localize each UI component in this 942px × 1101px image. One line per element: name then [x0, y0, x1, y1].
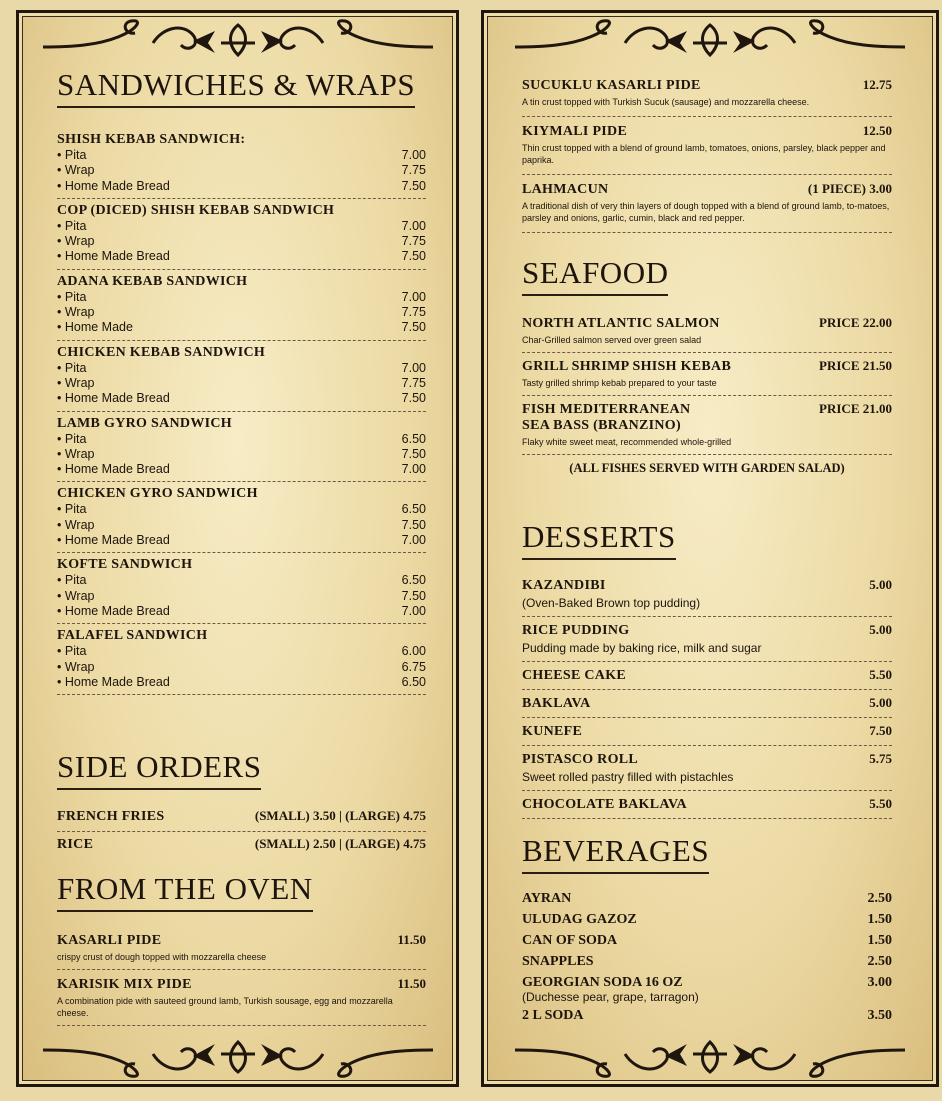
option-row	[57, 249, 426, 264]
item-name: RICE PUDDING	[522, 623, 630, 638]
option-price: 7.50	[401, 517, 426, 532]
option-price: 7.50	[401, 391, 426, 406]
menu-item	[57, 482, 426, 553]
option-label: • Wrap	[57, 234, 95, 249]
option-price: 7.75	[401, 234, 426, 249]
menu-item	[522, 662, 892, 690]
option-label: • Wrap	[57, 305, 95, 320]
option-price: 6.50	[401, 573, 426, 588]
item-name: ULUDAG GAZOZ	[522, 912, 637, 927]
menu-item	[522, 117, 892, 175]
item-price: 3.00	[867, 975, 892, 990]
item-header	[522, 751, 892, 768]
item-name: SHISH KEBAB SANDWICH:	[57, 132, 246, 147]
item-header	[57, 836, 426, 853]
item-header	[522, 315, 892, 332]
item-header	[522, 695, 892, 712]
option-label: • Pita	[57, 644, 86, 659]
item-description: Pudding made by baking rice, milk and sugar	[522, 641, 762, 655]
option-row	[57, 179, 426, 194]
menu-item	[522, 718, 892, 746]
option-label: • Home Made Bread	[57, 675, 170, 690]
item-price: 5.50	[869, 667, 892, 682]
menu-item	[522, 791, 892, 819]
section-title-desserts: DESSERTS	[522, 521, 676, 560]
item-price: (SMALL) 2.50 | (LARGE) 4.75	[254, 836, 426, 851]
item-price: (SMALL) 3.50 | (LARGE) 4.75	[254, 808, 426, 823]
item-price: 5.00	[869, 622, 892, 637]
item-name: GRILL SHRIMP SHISH KEBAB	[522, 359, 732, 374]
item-header	[57, 203, 426, 219]
menu-item	[522, 71, 892, 117]
item-name: FISH MEDITERRANEAN	[522, 402, 691, 417]
item-header	[57, 557, 426, 573]
item-description: A tin crust topped with Turkish Sucuk (sausage) and mozzarella cheese.	[522, 97, 810, 107]
item-price: 5.00	[869, 695, 892, 710]
seafood-note: (ALL FISHES SERVED WITH GARDEN SALAD)	[569, 461, 845, 475]
item-name: AYRAN	[522, 891, 572, 906]
beverage-row	[522, 930, 892, 951]
option-price: 7.50	[401, 178, 426, 193]
beverage-item	[522, 972, 892, 1005]
option-row	[57, 163, 426, 178]
item-header	[522, 577, 892, 594]
option-row	[57, 660, 426, 675]
item-price: PRICE 21.50	[819, 358, 892, 373]
option-label: • Wrap	[57, 660, 95, 675]
item-name: CHICKEN GYRO SANDWICH	[57, 486, 258, 502]
option-price: 7.00	[401, 360, 426, 375]
beverage-item	[522, 951, 892, 972]
option-row	[57, 675, 426, 690]
beverage-item	[522, 909, 892, 930]
item-name: KOFTE SANDWICH	[57, 557, 193, 573]
beverage-item	[522, 930, 892, 951]
menu-item	[522, 617, 892, 662]
option-price: 7.50	[401, 249, 426, 264]
option-label: • Wrap	[57, 163, 95, 178]
menu-item	[522, 690, 892, 718]
option-row	[57, 604, 426, 619]
item-name: NORTH ATLANTIC SALMON	[522, 316, 720, 331]
option-row	[57, 447, 426, 462]
option-price: 7.00	[401, 218, 426, 233]
item-header	[57, 932, 426, 949]
option-row	[57, 148, 426, 163]
item-header	[522, 401, 892, 418]
item-price: 2.50	[867, 891, 892, 906]
option-label: • Wrap	[57, 376, 95, 391]
item-header	[57, 808, 426, 825]
sandwiches-section	[57, 69, 426, 695]
beverage-row	[522, 1005, 892, 1026]
bottom-scroll-ornament	[19, 1038, 456, 1080]
option-price: 6.75	[401, 659, 426, 674]
option-row	[57, 573, 426, 588]
menu-item	[522, 746, 892, 791]
option-price: 7.00	[401, 289, 426, 304]
option-label: • Home Made Bread	[57, 249, 170, 264]
menu-item	[57, 970, 426, 1026]
beverage-item	[522, 888, 892, 909]
item-description: (Duchesse pear, grape, tarragon)	[522, 990, 699, 1004]
option-price: 7.00	[401, 462, 426, 477]
beverage-item	[522, 1005, 892, 1026]
option-price: 7.50	[401, 320, 426, 335]
menu-item	[57, 341, 426, 412]
option-row	[57, 320, 426, 335]
menu-item	[522, 175, 892, 233]
item-description: (Oven-Baked Brown top pudding)	[522, 596, 701, 610]
oven-list	[57, 926, 426, 1026]
seafood-list	[522, 310, 892, 455]
sandwich-list	[57, 128, 426, 695]
option-label: • Pita	[57, 219, 86, 234]
item-price: 5.75	[869, 751, 892, 766]
item-name: SNAPPLES	[522, 954, 594, 969]
option-row	[57, 644, 426, 659]
option-row	[57, 391, 426, 406]
beverage-row	[522, 951, 892, 972]
item-price: 11.50	[397, 976, 426, 991]
item-price: 12.75	[862, 77, 892, 92]
item-name-line2: SEA BASS (BRANZINO)	[522, 418, 681, 433]
menu-item	[522, 310, 892, 353]
item-name: 2 L SODA	[522, 1008, 584, 1023]
option-price: 7.75	[401, 375, 426, 390]
menu-item	[57, 804, 426, 832]
option-price: 6.50	[401, 674, 426, 689]
item-header	[57, 486, 426, 502]
bottom-scroll-ornament	[484, 1038, 936, 1080]
item-description: Flaky white sweet meat, recommended whole-grilled	[522, 437, 732, 447]
section-title-sandwiches: SANDWICHES & WRAPS	[57, 69, 415, 108]
section-title-seafood: SEAFOOD	[522, 257, 668, 296]
option-price: 6.50	[401, 431, 426, 446]
item-name: LAMB GYRO SANDWICH	[57, 415, 232, 431]
option-price: 7.50	[401, 588, 426, 603]
item-name: CHICKEN KEBAB SANDWICH	[57, 344, 266, 360]
option-label: • Pita	[57, 502, 86, 517]
item-header	[522, 358, 892, 375]
item-header	[522, 796, 892, 813]
item-price: (1 PIECE) 3.00	[807, 181, 892, 196]
top-scroll-ornament	[484, 17, 936, 59]
oven-continued-list	[522, 71, 892, 233]
menu-item	[522, 572, 892, 617]
item-description: A combination pide with sauteed ground lamb, Turkish sousage, egg and mozzarella cheese.	[57, 996, 393, 1018]
option-row	[57, 219, 426, 234]
item-name: COP (DICED) SHISH KEBAB SANDWICH	[57, 202, 335, 218]
option-label: • Wrap	[57, 518, 95, 533]
item-header	[522, 123, 892, 140]
item-description: Char-Grilled salmon served over green salad	[522, 335, 702, 345]
option-price: 6.50	[401, 502, 426, 517]
beverage-list	[522, 888, 892, 1026]
option-price: 6.00	[401, 644, 426, 659]
menu-item	[57, 553, 426, 624]
option-price: 7.75	[401, 163, 426, 178]
option-row	[57, 518, 426, 533]
item-price: 12.50	[862, 123, 892, 138]
item-price: 5.50	[869, 796, 892, 811]
item-name: BAKLAVA	[522, 696, 591, 711]
seafood-section	[522, 257, 892, 476]
item-description: Sweet rolled pastry filled with pistachles	[522, 770, 734, 784]
item-header	[522, 181, 892, 198]
item-price: PRICE 22.00	[819, 315, 892, 330]
beverage-row	[522, 909, 892, 930]
item-name: FALAFEL SANDWICH	[57, 628, 208, 644]
option-label: • Home Made Bread	[57, 179, 170, 194]
menu-item	[522, 396, 892, 455]
item-name: CHOCOLATE BAKLAVA	[522, 797, 687, 812]
option-label: • Pita	[57, 573, 86, 588]
option-row	[57, 234, 426, 249]
option-label: • Pita	[57, 148, 86, 163]
item-name: LAHMACUN	[522, 182, 609, 197]
item-description: Tasty grilled shrimp kebab prepared to your taste	[522, 378, 717, 388]
from-the-oven-section	[57, 873, 426, 1026]
option-price: 7.50	[401, 446, 426, 461]
oven-continued-section	[522, 71, 892, 233]
item-price: 11.50	[397, 932, 426, 947]
item-name: KARISIK MIX PIDE	[57, 977, 192, 992]
menu-item	[57, 926, 426, 970]
section-title-side-orders: SIDE ORDERS	[57, 751, 261, 790]
menu-item	[522, 353, 892, 396]
menu-item	[57, 832, 426, 859]
item-name: SUCUKLU KASARLI PIDE	[522, 78, 701, 93]
item-price: 1.50	[867, 912, 892, 927]
option-row	[57, 502, 426, 517]
option-price: 7.00	[401, 148, 426, 162]
item-name: KASARLI PIDE	[57, 933, 162, 948]
item-header	[522, 77, 892, 94]
option-row	[57, 305, 426, 320]
item-name: KUNEFE	[522, 724, 583, 739]
side-orders-list	[57, 804, 426, 859]
item-name: ADANA KEBAB SANDWICH	[57, 273, 248, 289]
option-label: • Pita	[57, 361, 86, 376]
item-header	[522, 667, 892, 684]
option-label: • Home Made Bread	[57, 391, 170, 406]
menu-item	[57, 624, 426, 695]
item-price: 3.50	[867, 1008, 892, 1023]
beverage-row	[522, 888, 892, 909]
menu-item	[57, 412, 426, 483]
item-header	[522, 723, 892, 740]
option-label: • Wrap	[57, 447, 95, 462]
section-title-from-the-oven: FROM THE OVEN	[57, 873, 313, 912]
option-price: 7.75	[401, 305, 426, 320]
option-row	[57, 432, 426, 447]
beverages-section	[522, 835, 892, 1026]
option-label: • Pita	[57, 290, 86, 305]
option-label: • Pita	[57, 432, 86, 447]
item-price: PRICE 21.00	[819, 401, 892, 416]
option-row	[57, 361, 426, 376]
section-title-beverages: BEVERAGES	[522, 835, 709, 874]
item-header	[57, 976, 426, 993]
option-label: • Wrap	[57, 589, 95, 604]
item-name: FRENCH FRIES	[57, 809, 165, 824]
option-price: 7.00	[401, 603, 426, 618]
option-label: • Home Made Bread	[57, 604, 170, 619]
item-name: RICE	[57, 837, 94, 852]
item-name: PISTASCO ROLL	[522, 752, 639, 767]
option-row	[57, 290, 426, 305]
item-name: KIYMALI PIDE	[522, 124, 628, 139]
item-header	[57, 628, 426, 644]
option-row	[57, 533, 426, 548]
menu-item	[57, 128, 426, 199]
item-description: Thin crust topped with a blend of ground lamb, tomatoes, onions, parsley, black pepper and paprika.	[522, 143, 886, 165]
item-header	[57, 274, 426, 290]
item-header	[57, 132, 426, 148]
desserts-section	[522, 521, 892, 819]
item-price: 2.50	[867, 954, 892, 969]
side-orders-section	[57, 751, 426, 859]
option-row	[57, 462, 426, 477]
item-description: A traditional dish of very thin layers of dough topped with a blend of ground lamb, to-matoes, parsley and onions, garlic, cumin, black and red pepper.	[522, 201, 890, 223]
item-header	[522, 622, 892, 639]
option-row	[57, 376, 426, 391]
option-row	[57, 589, 426, 604]
item-description: crispy crust of dough topped with mozzarella cheese	[57, 952, 267, 962]
dessert-list	[522, 572, 892, 819]
item-price: 5.00	[869, 577, 892, 592]
item-price: 7.50	[869, 723, 892, 738]
option-label: • Home Made Bread	[57, 462, 170, 477]
option-price: 7.00	[401, 533, 426, 548]
top-scroll-ornament	[19, 17, 456, 59]
menu-item	[57, 270, 426, 341]
item-header	[57, 416, 426, 432]
menu-item	[57, 199, 426, 270]
item-header	[57, 345, 426, 361]
item-name: CAN OF SODA	[522, 933, 618, 948]
option-label: • Home Made	[57, 320, 133, 335]
item-name: CHEESE CAKE	[522, 668, 627, 683]
right-menu-page	[481, 10, 939, 1087]
item-name: KAZANDIBI	[522, 578, 606, 593]
item-name: GEORGIAN SODA 16 OZ	[522, 975, 683, 990]
option-label: • Home Made Bread	[57, 533, 170, 548]
item-price: 1.50	[867, 933, 892, 948]
left-menu-page	[16, 10, 459, 1087]
